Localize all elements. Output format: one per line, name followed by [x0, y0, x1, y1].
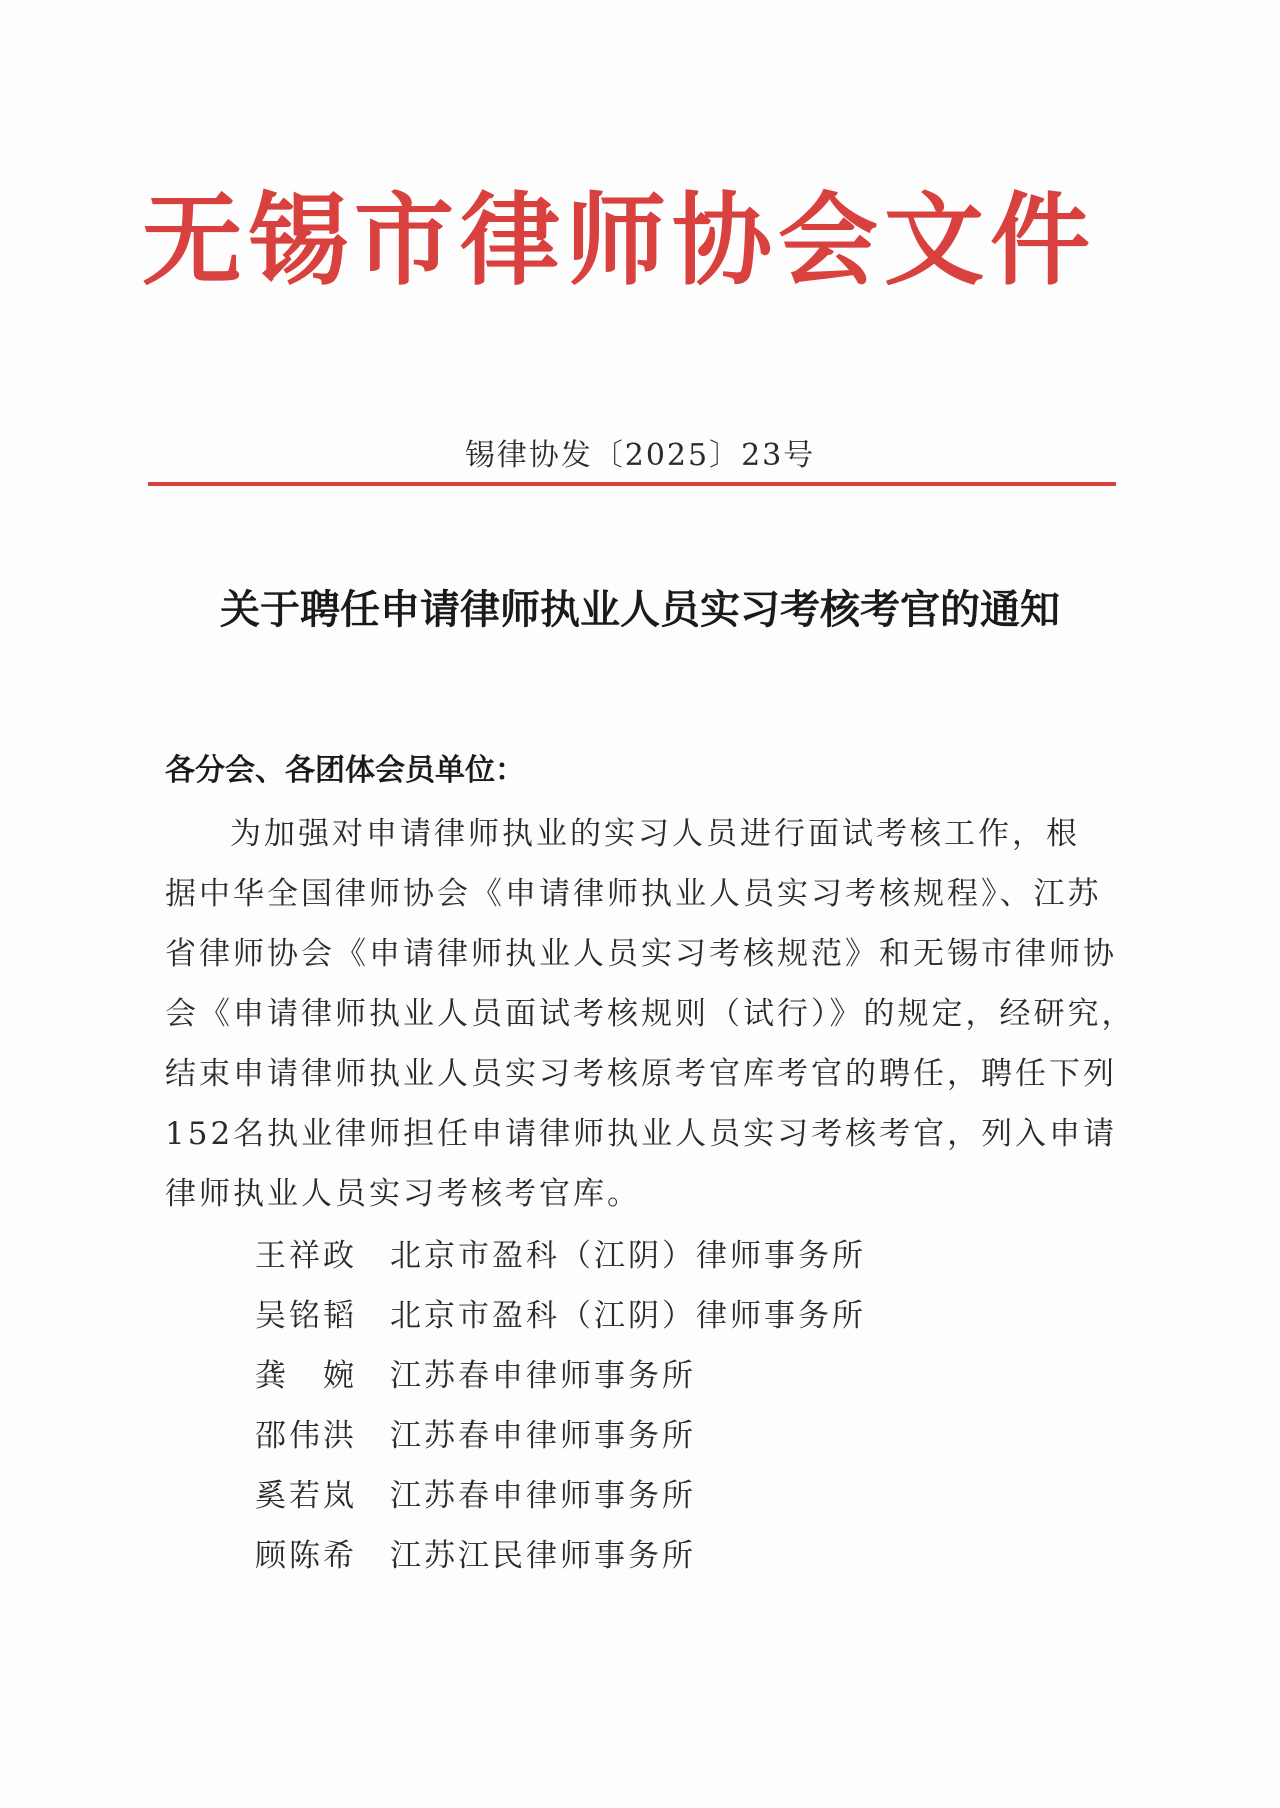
examiner-list-item [255, 1410, 696, 1455]
body-paragraph-line: 152名执业律师担任申请律师执业人员实习考核考官，列入申请 [165, 1116, 1118, 1152]
examiner-law-firm: 江苏春申律师事务所 [390, 1358, 696, 1394]
examiner-list-item [255, 1470, 696, 1515]
examiner-law-firm: 北京市盈科（江阴）律师事务所 [390, 1238, 866, 1274]
notice-title: 关于聘任申请律师执业人员实习考核考官的通知 [220, 586, 1060, 633]
body-paragraph-line: 据中华全国律师协会《申请律师执业人员实习考核规程》、江苏 [165, 876, 1102, 912]
examiner-list-item [255, 1350, 696, 1395]
body-paragraph-line: 省律师协会《申请律师执业人员实习考核规范》和无锡市律师协 [165, 936, 1117, 972]
red-divider-line [148, 482, 1116, 486]
examiner-list-item [255, 1290, 866, 1335]
body-paragraph-line: 为加强对申请律师执业的实习人员进行面试考核工作，根 [230, 816, 1080, 852]
examiner-law-firm: 江苏春申律师事务所 [390, 1478, 696, 1514]
body-paragraph-line: 律师执业人员实习考核考官库。 [165, 1176, 641, 1212]
body-paragraph-line: 会《申请律师执业人员面试考核规则（试行）》的规定，经研究， [165, 996, 1136, 1032]
examiner-law-firm: 江苏江民律师事务所 [390, 1538, 696, 1574]
examiner-name: 龚 婉 [255, 1358, 357, 1394]
examiner-name: 顾陈希 [255, 1538, 357, 1574]
examiner-name: 吴铭韬 [255, 1298, 357, 1334]
examiner-list-item [255, 1230, 866, 1275]
body-paragraph-line: 结束申请律师执业人员实习考核原考官库考官的聘任，聘任下列 [165, 1056, 1117, 1092]
examiner-name: 王祥政 [255, 1238, 357, 1274]
document-number: 锡律协发〔2025〕23号 [464, 438, 816, 473]
issuer-header-title: 无锡市律师协会文件 [142, 181, 1096, 299]
examiner-name: 邵伟洪 [255, 1418, 357, 1454]
examiner-name: 奚若岚 [255, 1478, 357, 1514]
examiner-law-firm: 江苏春申律师事务所 [390, 1418, 696, 1454]
salutation: 各分会、各团体会员单位： [165, 753, 525, 788]
examiner-list-item [255, 1530, 696, 1575]
examiner-law-firm: 北京市盈科（江阴）律师事务所 [390, 1298, 866, 1334]
